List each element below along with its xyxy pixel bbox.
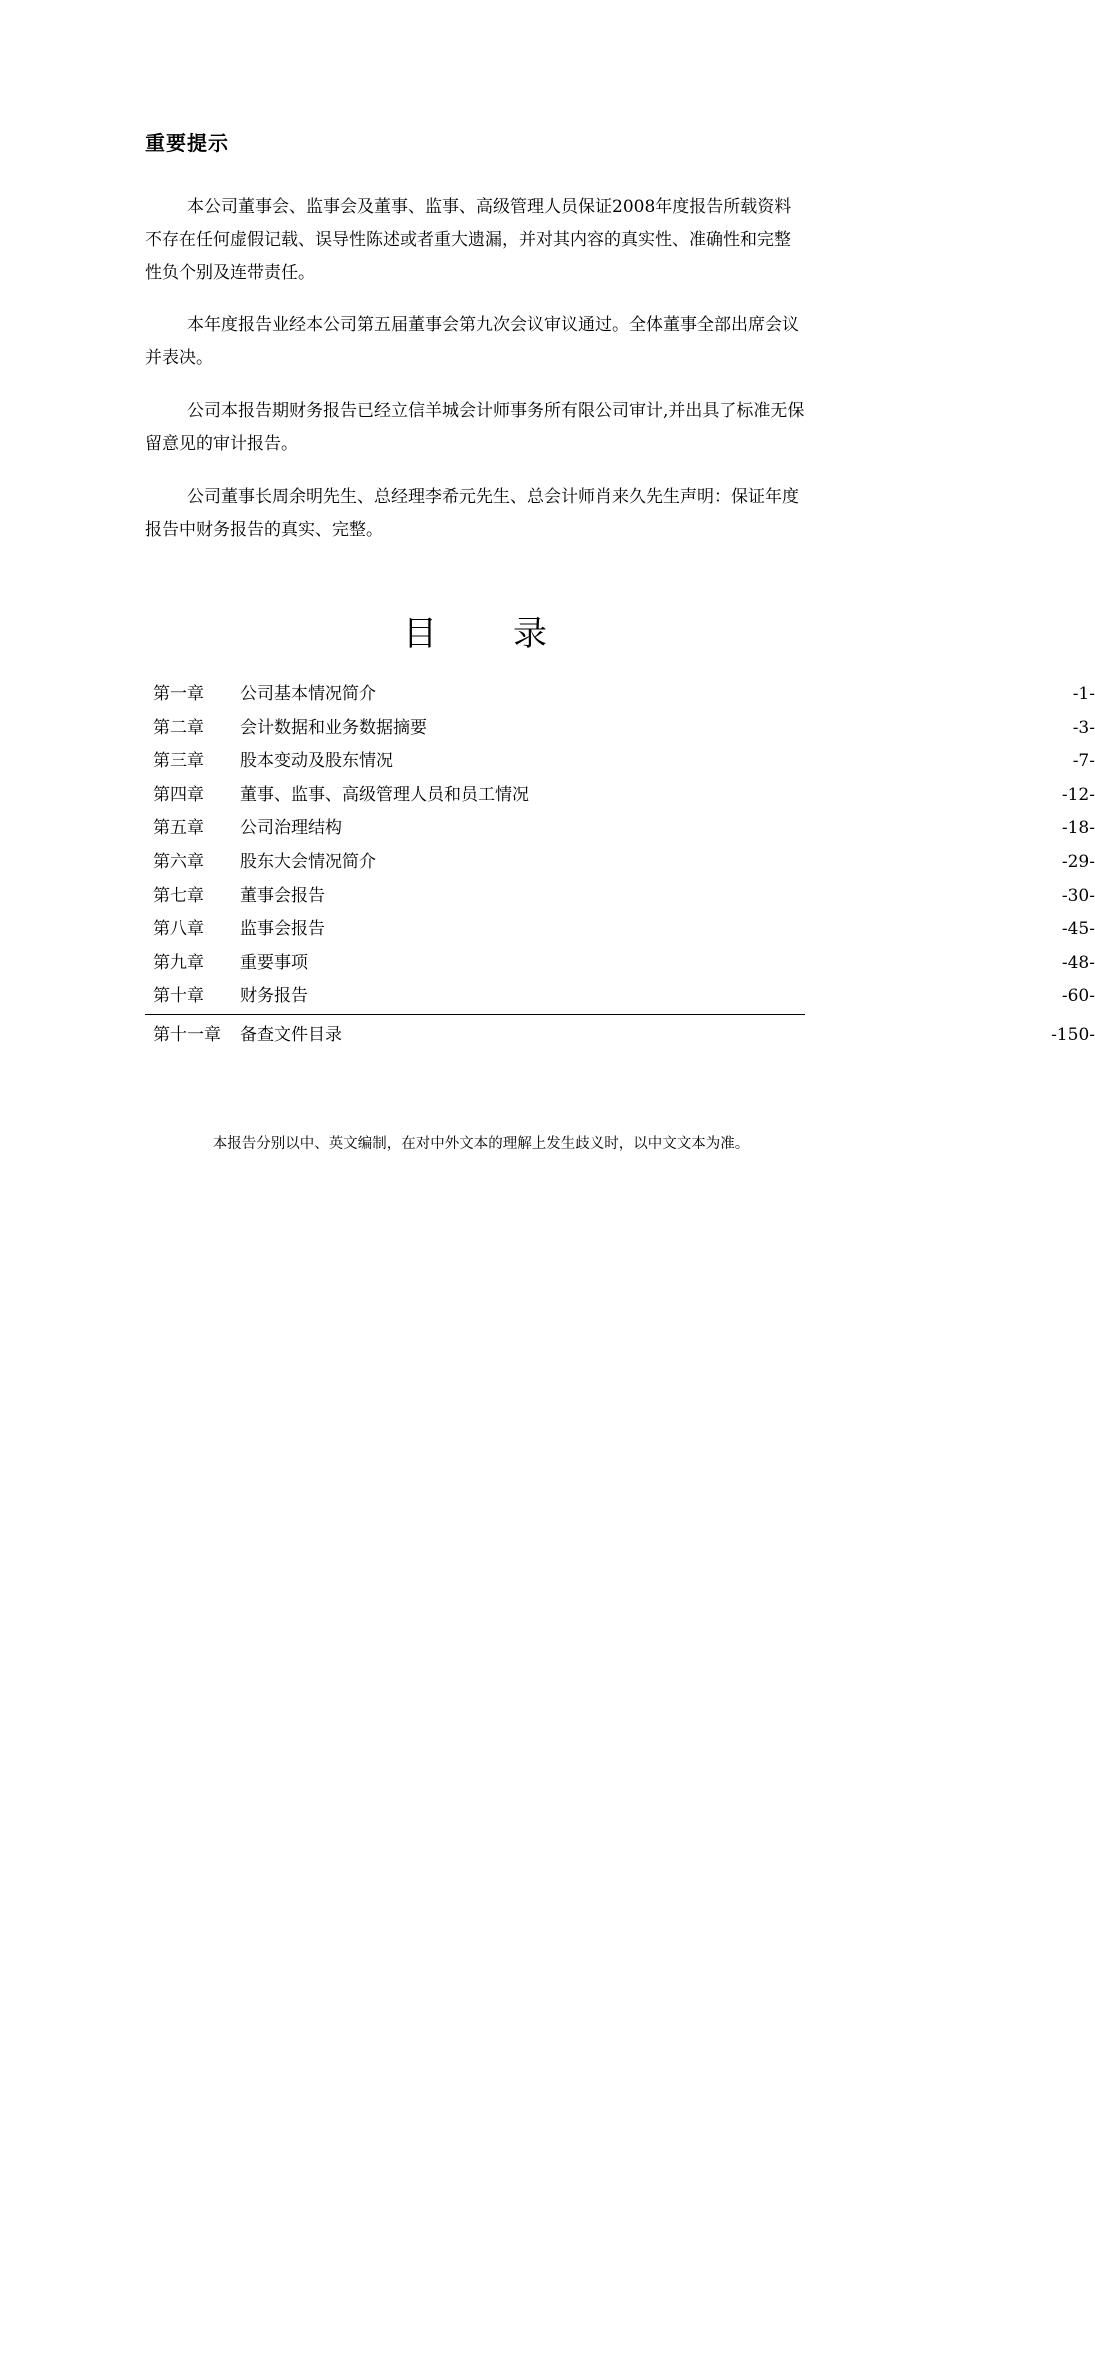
- table-of-contents: [145, 678, 1095, 1053]
- toc-title: 股东大会情况简介: [240, 851, 376, 872]
- toc-entry[interactable]: [145, 880, 1095, 914]
- toc-title: 会计数据和业务数据摘要: [240, 717, 427, 738]
- toc-entry[interactable]: [145, 779, 1095, 813]
- toc-chapter: 第五章: [153, 818, 204, 839]
- toc-entry[interactable]: [145, 812, 1095, 846]
- toc-page: -60-: [1061, 986, 1095, 1007]
- toc-entry[interactable]: [145, 947, 1095, 981]
- toc-title: 公司基本情况简介: [240, 684, 376, 704]
- toc-page: -30-: [1061, 885, 1095, 906]
- toc-chapter: 第七章: [153, 885, 204, 906]
- toc-chapter: 第四章: [153, 784, 204, 805]
- toc-entry[interactable]: [145, 678, 1095, 712]
- toc-page: -12-: [1061, 784, 1095, 805]
- toc-entry[interactable]: [145, 745, 1095, 779]
- toc-page: -48-: [1061, 952, 1095, 973]
- toc-page: -29-: [1061, 851, 1095, 872]
- toc-chapter: 第十章: [153, 986, 204, 1007]
- notice-paragraph-4: 公司董事长周余明先生、总经理李希元先生、总会计师肖来久先生声明：保证年度报告中财务报告的真实、完整。: [145, 487, 799, 540]
- toc-title: 董事会报告: [240, 885, 325, 906]
- toc-entry[interactable]: [145, 913, 1095, 947]
- notice-paragraph-2: 本年度报告业经本公司第五届董事会第九次会议审议通过。全体董事全部出席会议并表决。: [145, 315, 799, 368]
- toc-heading-left: 目: [403, 614, 437, 654]
- toc-title: 备查文件目录: [240, 1024, 342, 1045]
- notice-title: 重要提示: [145, 131, 229, 155]
- toc-heading-right: 录: [513, 614, 547, 654]
- toc-title: 财务报告: [240, 986, 308, 1007]
- notice-paragraph-1: 本公司董事会、监事会及董事、监事、高级管理人员保证2008年度报告所载资料不存在任何虚假记载、误导性陈述或者重大遗漏，并对其内容的真实性、准确性和完整性负个别及连带责任。: [145, 197, 792, 283]
- notice-paragraph-3: 公司本报告期财务报告已经立信羊城会计师事务所有限公司审计,并出具了标准无保留意见的审计报告。: [145, 401, 805, 454]
- toc-chapter: 第三章: [153, 751, 204, 772]
- toc-chapter: 第二章: [153, 717, 204, 738]
- toc-entry[interactable]: [145, 712, 1095, 746]
- toc-heading: [0, 612, 950, 656]
- toc-page: -7-: [1072, 751, 1095, 772]
- toc-title: 股本变动及股东情况: [240, 751, 393, 772]
- toc-title: 董事、监事、高级管理人员和员工情况: [240, 784, 529, 805]
- toc-title: 监事会报告: [240, 919, 325, 940]
- toc-title: 公司治理结构: [240, 818, 342, 839]
- toc-chapter: 第十一章: [153, 1024, 221, 1045]
- toc-page: -18-: [1061, 818, 1095, 839]
- toc-title: 重要事项: [240, 952, 308, 973]
- toc-chapter: 第八章: [153, 919, 204, 940]
- toc-entry[interactable]: [145, 1019, 1095, 1053]
- toc-chapter: 第一章: [153, 684, 204, 704]
- toc-entry[interactable]: [145, 846, 1095, 880]
- toc-chapter: 第六章: [153, 851, 204, 872]
- toc-chapter: 第九章: [153, 952, 204, 973]
- toc-page: -3-: [1072, 717, 1095, 738]
- toc-page: -150-: [1051, 1024, 1095, 1045]
- toc-page: -45-: [1061, 919, 1095, 940]
- toc-entry[interactable]: [145, 980, 1095, 1014]
- language-note: 本报告分别以中、英文编制，在对中外文本的理解上发生歧义时，以中文文本为准。: [212, 1136, 750, 1152]
- toc-page: -1-: [1072, 684, 1095, 704]
